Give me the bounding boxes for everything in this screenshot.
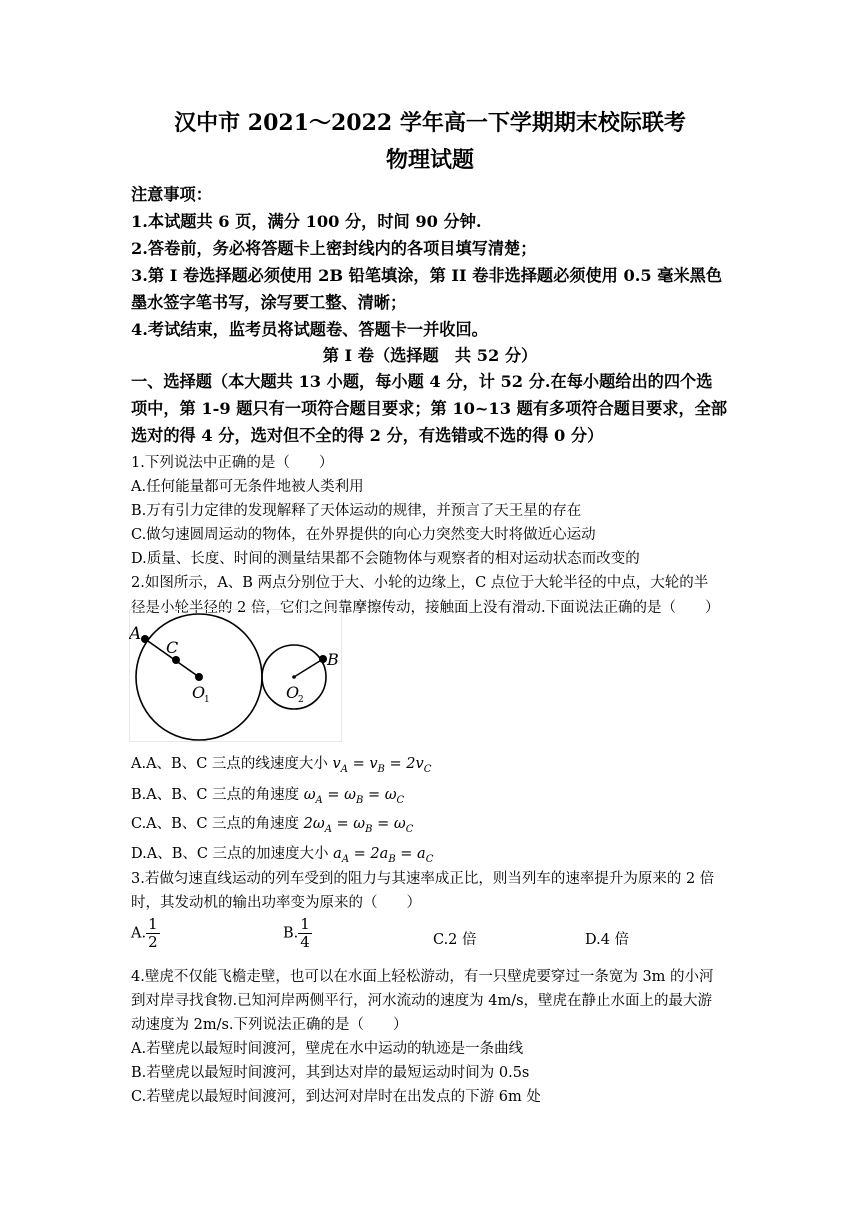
formula: $\omega_A = \omega_B = \omega_C$ — [303, 787, 405, 806]
q1-stem: 1.下列说法中正确的是（ ） — [131, 455, 334, 471]
q1-option-d: D.质量、长度、时间的测量结果都不会随物体与观察者的相对运动状态而改变的 — [131, 551, 640, 567]
notice-item: 墨水签字笔书写，涂写要工整、清晰； — [131, 293, 407, 312]
q2-option-b — [131, 783, 404, 806]
q2-stem: 径是小轮半径的 2 倍，它们之间靠摩擦传动，接触面上没有滑动.下面说法正确的是（ ） — [131, 600, 720, 616]
option-prefix: A. — [131, 925, 147, 942]
q4-stem: 动速度为 2m/s.下列说法正确的是（ ） — [131, 1017, 408, 1033]
q4-stem: 4.壁虎不仅能飞檐走壁，也可以在水面上轻松游动，有一只壁虎要穿过一条宽为 3m 的小河 — [131, 969, 714, 985]
option-prefix: D.A、B、C 三点的加速度大小 — [131, 846, 334, 862]
fraction — [146, 916, 160, 951]
q3-option-c: C.2 倍 — [433, 932, 477, 948]
q3-option-d: D.4 倍 — [585, 932, 630, 948]
q2-stem: 2.如图所示，A、B 两点分别位于大、小轮的边缘上，C 点位于大轮半径的中点，大轮的半 — [131, 575, 709, 591]
q1-option-b: B.万有引力定律的发现解释了天体运动的规律，并预言了天王星的存在 — [131, 503, 582, 519]
section-instruction: 项中，第 1-9 题只有一项符合题目要求；第 10~13 题有多项符合题目要求，全部 — [131, 399, 728, 418]
q4-stem: 到对岸寻找食物.已知河岸两侧平行，河水流动的速度为 4m/s，壁虎在静止水面上的最大游 — [131, 993, 713, 1009]
exam-title: 汉中市 2021～2022 学年高一下学期期末校际联考 — [174, 110, 686, 136]
point-b — [319, 655, 327, 663]
label-o2-sub: 2 — [298, 695, 304, 705]
notice-item: 4.考试结束，监考员将试题卷、答题卡一并收回。 — [131, 320, 488, 339]
small-wheel-radius — [294, 659, 323, 677]
q3-option-b — [283, 916, 312, 951]
label-o2: O — [286, 683, 300, 702]
pulley-diagram — [129, 609, 342, 742]
q4-option-a: A.若壁虎以最短时间渡河，壁虎在水中运动的轨迹是一条曲线 — [131, 1041, 524, 1057]
section-instruction: 选对的得 4 分，选对但不全的得 2 分，有选错或不选的得 0 分） — [131, 426, 604, 445]
q2-option-c — [131, 812, 413, 835]
q4-option-b: B.若壁虎以最短时间渡河，其到达对岸的最短运动时间为 0.5s — [131, 1065, 530, 1081]
q3-option-a — [131, 916, 160, 951]
option-prefix: C.A、B、C 三点的角速度 — [131, 816, 304, 832]
q1-option-c: C.做匀速圆周运动的物体，在外界提供的向心力突然变大时将做近心运动 — [131, 527, 596, 543]
option-prefix: B. — [283, 925, 299, 942]
subject-title: 物理试题 — [385, 147, 474, 173]
numerator: 1 — [148, 915, 158, 933]
formula: $2\omega_A = \omega_B = \omega_C$ — [303, 816, 414, 835]
formula: $a_A = 2a_B = a_C$ — [333, 846, 434, 865]
section-title: 第 I 卷（选择题 共 52 分） — [322, 346, 538, 365]
denominator: 4 — [300, 933, 310, 951]
label-c: C — [166, 638, 179, 657]
q2-option-a — [131, 752, 431, 775]
notice-item: 3.第 I 卷选择题必须使用 2B 铅笔填涂，第 II 卷非选择题必须使用 0.5 毫米黑色 — [131, 266, 723, 285]
formula: $v_A = v_B = 2v_C$ — [332, 756, 432, 775]
q1-option-a: A.任何能量都可无条件地被人类利用 — [131, 479, 364, 495]
center-o1 — [195, 673, 203, 681]
label-o1-sub: 1 — [204, 695, 210, 705]
denominator: 2 — [148, 933, 158, 951]
q4-option-c: C.若壁虎以最短时间渡河，到达河对岸时在出发点的下游 6m 处 — [131, 1089, 541, 1105]
label-a: A — [129, 624, 142, 644]
q3-stem: 3.若做匀速直线运动的列车受到的阻力与其速率成正比，则当列车的速率提升为原来的 2 倍 — [131, 871, 715, 887]
label-o1: O — [192, 683, 206, 702]
notice-item: 1.本试题共 6 页，满分 100 分，时间 90 分钟. — [131, 212, 482, 231]
fraction — [298, 916, 312, 951]
center-o2 — [292, 675, 296, 679]
q2-option-d — [131, 842, 433, 865]
section-instruction: 一、选择题（本大题共 13 小题，每小题 4 分，计 52 分.在每小题给出的四个选 — [131, 372, 713, 391]
notice-item: 2.答卷前，务必将答题卡上密封线内的各项目填写清楚； — [131, 239, 537, 258]
option-prefix: A.A、B、C 三点的线速度大小 — [131, 756, 333, 772]
point-c — [172, 656, 180, 664]
option-prefix: B.A、B、C 三点的角速度 — [131, 787, 304, 803]
label-b: B — [327, 650, 339, 669]
numerator: 1 — [300, 915, 310, 933]
point-a — [141, 635, 149, 643]
figure-frame — [130, 610, 342, 742]
q3-stem: 时，其发动机的输出功率变为原来的（ ） — [131, 895, 421, 911]
notice-heading: 注意事项： — [131, 185, 212, 204]
